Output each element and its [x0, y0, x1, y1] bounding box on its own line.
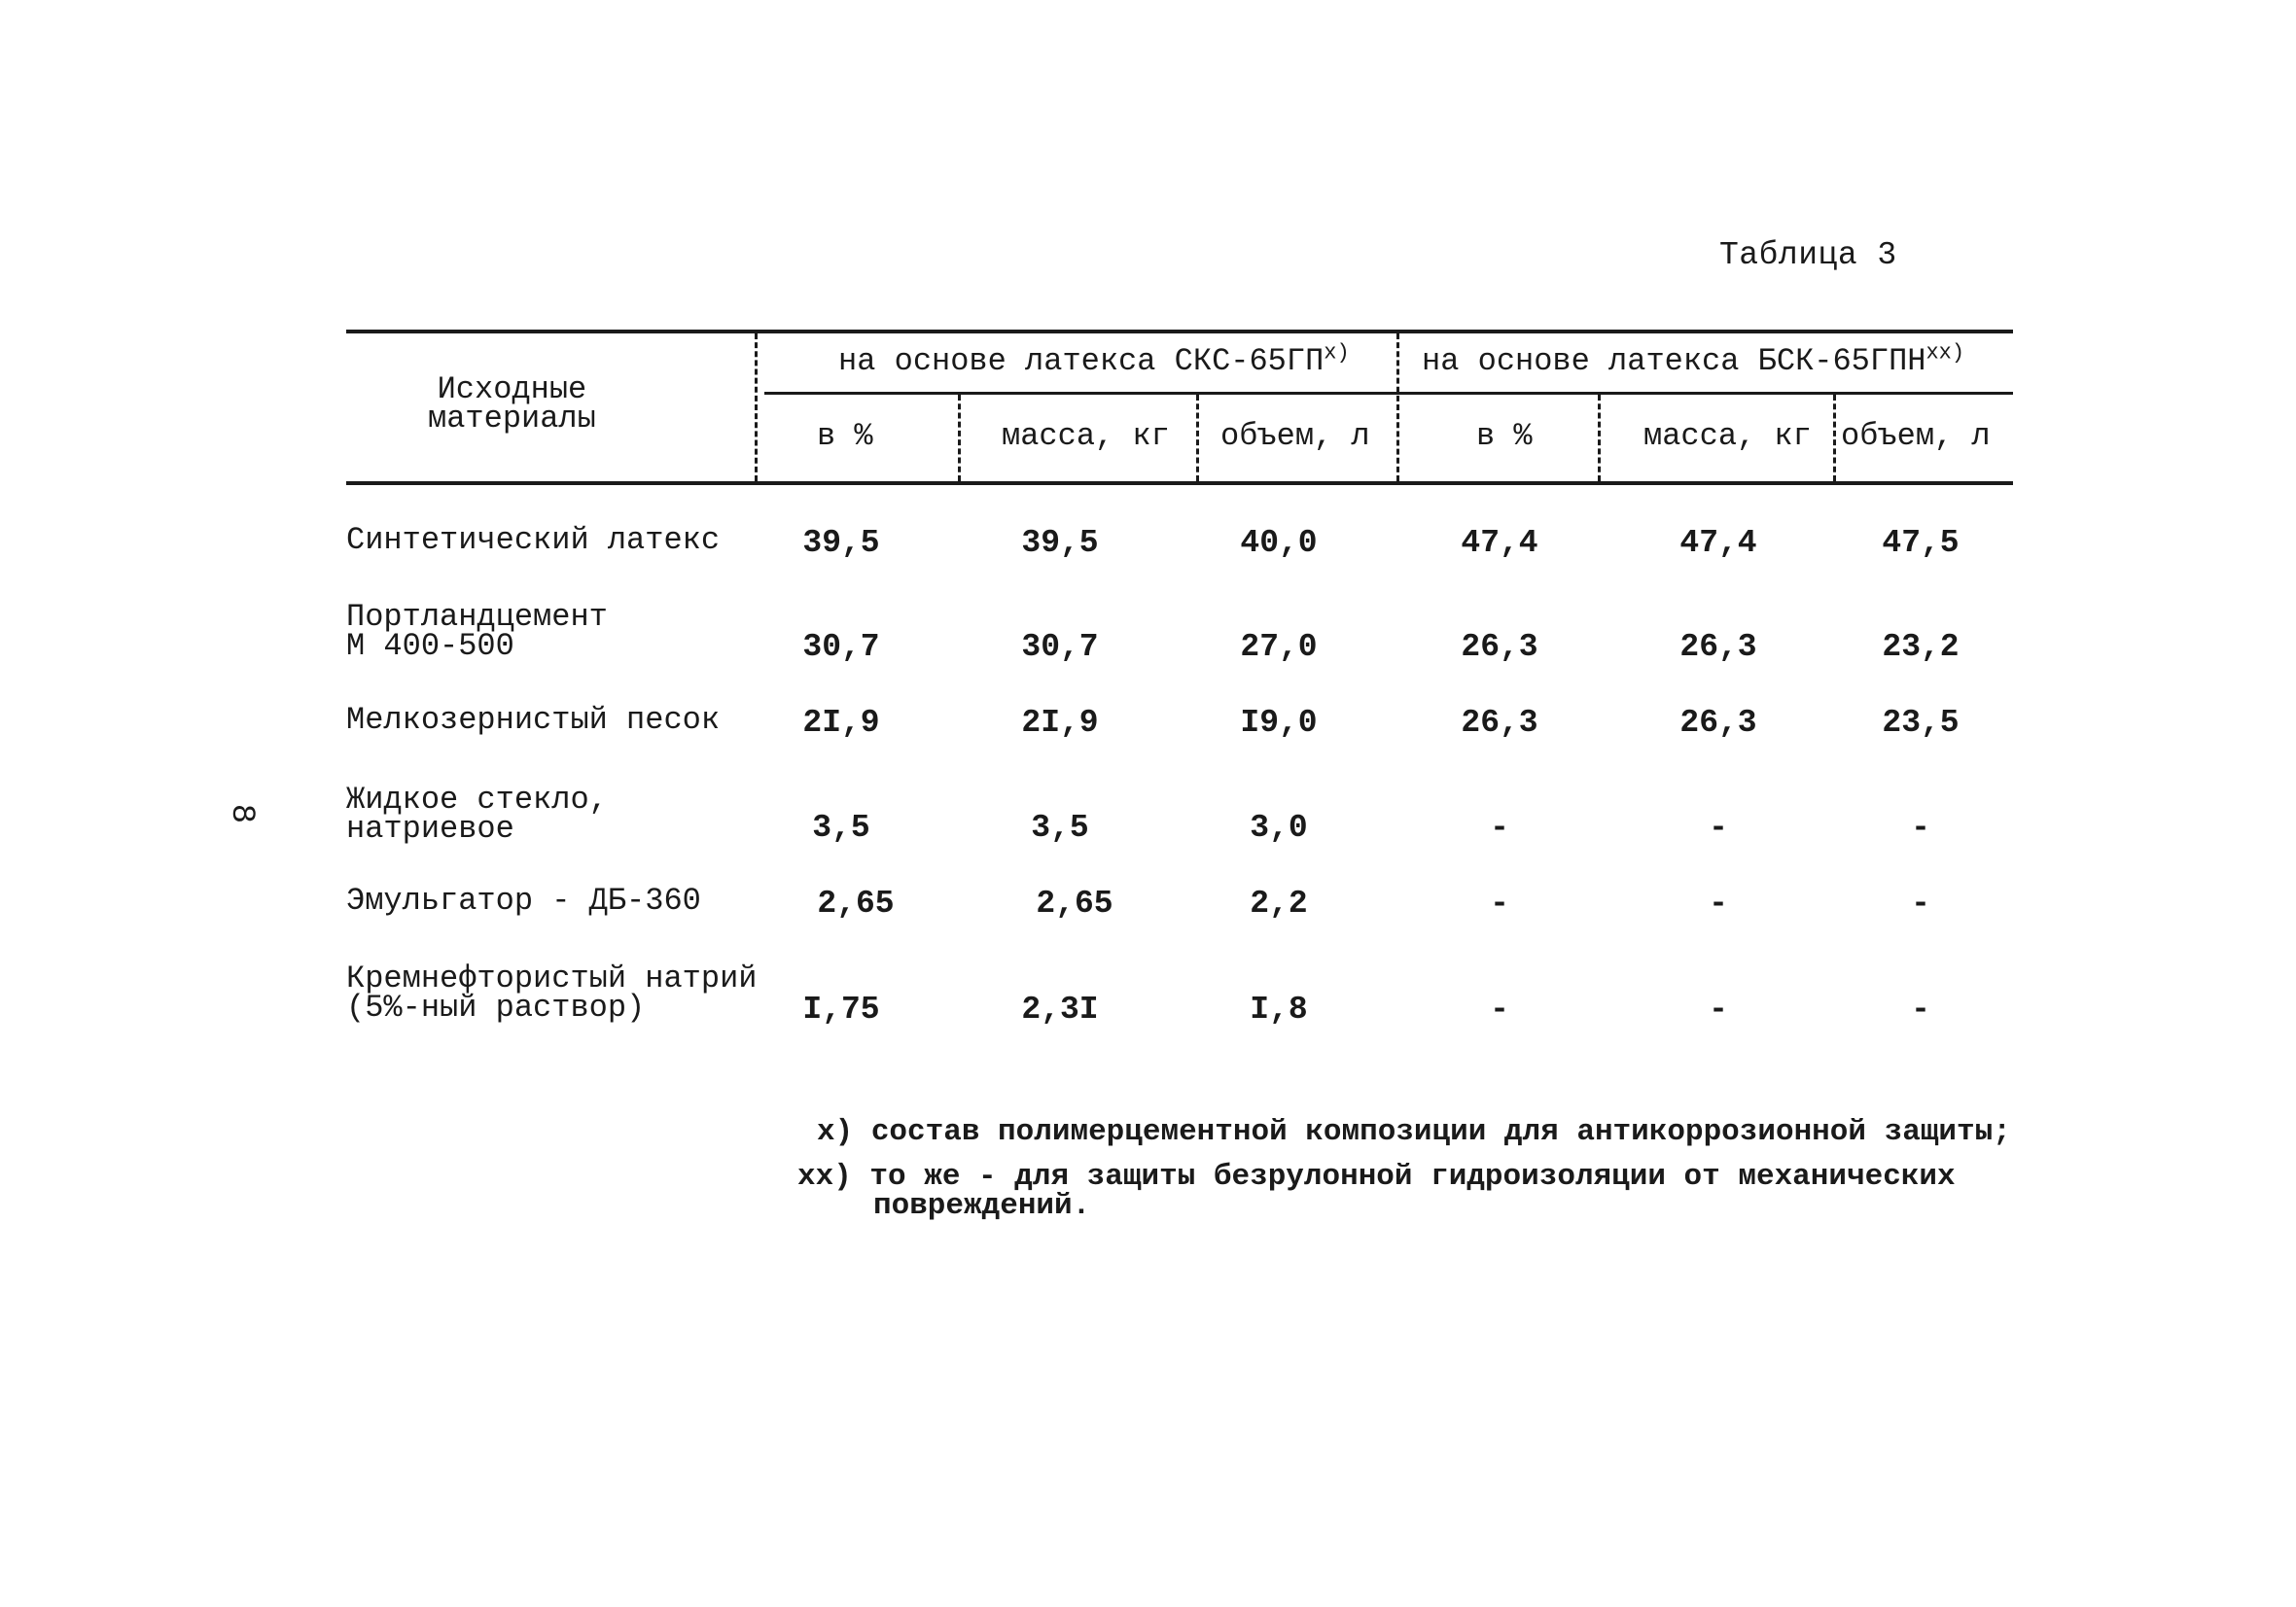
row-value: -: [1911, 886, 1930, 922]
footnote-2-mark: хх): [797, 1160, 852, 1194]
row-value: 47,4: [1679, 525, 1757, 561]
row-value: I,8: [1250, 992, 1308, 1028]
footnote-1: [817, 1115, 2011, 1149]
row-value: 27,0: [1240, 629, 1318, 665]
col-sep-3: [1598, 395, 1601, 481]
row-value: 47,4: [1461, 525, 1538, 561]
row-value: 26,3: [1679, 705, 1757, 741]
row-value: -: [1709, 992, 1728, 1028]
row-material: Мелкозернистый песок: [346, 702, 721, 738]
row-value: 26,3: [1461, 705, 1538, 741]
header-bottom-rule: [346, 481, 2013, 485]
row-value: 2,65: [817, 886, 895, 922]
row-value: 39,5: [1021, 525, 1099, 561]
row-material: Эмульгатор - ДБ-360: [346, 883, 701, 919]
row-value: 39,5: [802, 525, 880, 561]
header-group-sks-mark: х): [1324, 340, 1350, 366]
row-value: I9,0: [1240, 705, 1318, 741]
footnote-1-mark: х): [817, 1115, 854, 1149]
row-value: 23,5: [1882, 705, 1960, 741]
row-value: -: [1490, 886, 1509, 922]
row-value: 23,2: [1882, 629, 1960, 665]
row-value: 47,5: [1882, 525, 1960, 561]
row-material: Кремнефтористый натрий (5%-ный раствор): [346, 961, 758, 1026]
header-group-sks: [838, 340, 1350, 379]
footnote-1-text: состав полимерцементной композиции для антикоррозионной защиты;: [870, 1115, 2011, 1149]
header-sub-volume-2: объем, л: [1841, 418, 1991, 454]
page-number: 8: [223, 803, 261, 824]
col-sep-groups: [1396, 333, 1399, 481]
row-value: 3,0: [1250, 810, 1308, 846]
header-group-sks-text: на основе латекса СКС-65ГП: [838, 343, 1325, 379]
col-sep-2: [1196, 395, 1199, 481]
col-sep-4: [1833, 395, 1836, 481]
header-materials: Исходные материалы: [428, 371, 596, 437]
group-rule-1: [764, 392, 1396, 395]
header-sub-volume-1: объем, л: [1220, 418, 1370, 454]
col-sep-1: [958, 395, 961, 481]
row-value: 40,0: [1240, 525, 1318, 561]
row-value: 2,2: [1250, 886, 1308, 922]
row-value: 26,3: [1679, 629, 1757, 665]
table-title: Таблица 3: [1719, 237, 1897, 273]
col-sep-materials: [755, 333, 758, 481]
row-value: -: [1490, 810, 1509, 846]
footnote-2-continuation: повреждений.: [873, 1189, 1091, 1223]
row-value: -: [1490, 992, 1509, 1028]
row-value: 2I,9: [1021, 705, 1099, 741]
row-value: 26,3: [1461, 629, 1538, 665]
header-group-bsk-text: на основе латекса БСК-65ГПН: [1422, 343, 1926, 379]
footnote-2: [797, 1160, 1956, 1194]
row-material: Портландцемент М 400-500: [346, 599, 608, 664]
row-value: 2,3I: [1021, 992, 1099, 1028]
group-rule-2: [1396, 392, 2013, 395]
row-material: Синтетический латекс: [346, 522, 721, 558]
footnote-2-text: то же - для защиты безрулонной гидроизоляции от механических: [869, 1160, 1956, 1194]
row-material: Жидкое стекло, натриевое: [346, 782, 608, 847]
row-value: -: [1911, 810, 1930, 846]
header-group-bsk: [1422, 340, 1965, 379]
row-value: 3,5: [1031, 810, 1089, 846]
row-value: -: [1911, 992, 1930, 1028]
top-rule: [346, 330, 2013, 333]
row-value: 30,7: [1021, 629, 1099, 665]
row-value: -: [1709, 886, 1728, 922]
row-value: 2,65: [1036, 886, 1113, 922]
row-value: 30,7: [802, 629, 880, 665]
row-value: -: [1709, 810, 1728, 846]
header-sub-percent-2: в %: [1476, 418, 1533, 454]
row-value: I,75: [802, 992, 880, 1028]
row-value: 2I,9: [802, 705, 880, 741]
header-sub-mass-2: масса, кг: [1643, 418, 1812, 454]
header-sub-mass-1: масса, кг: [1002, 418, 1170, 454]
header-group-bsk-mark: хх): [1925, 340, 1965, 366]
row-value: 3,5: [812, 810, 870, 846]
header-sub-percent-1: в %: [817, 418, 873, 454]
